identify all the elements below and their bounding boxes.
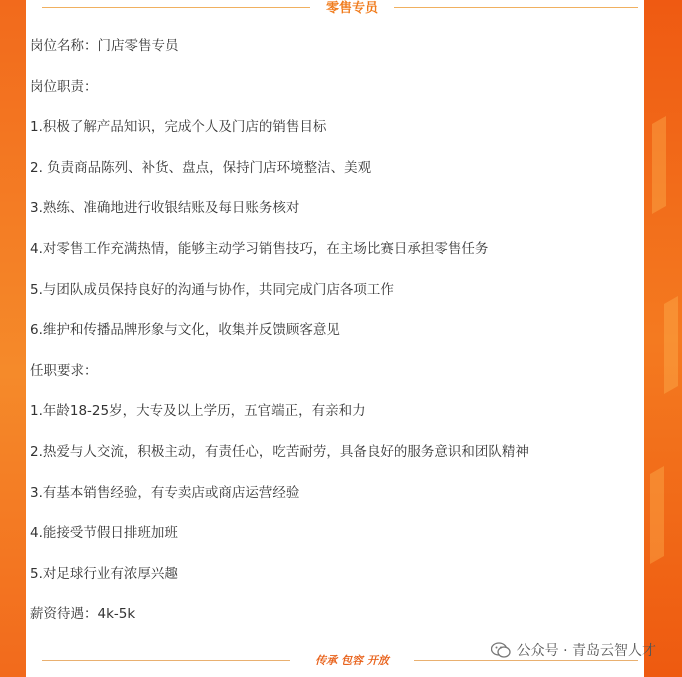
duties-heading: 岗位职责： — [30, 78, 98, 95]
header-rule-right — [394, 7, 638, 8]
watermark-text: 公众号 · 青岛云智人才 — [516, 643, 656, 659]
requirement-item: 5.对足球行业有浓厚兴趣 — [30, 565, 178, 582]
footer-logo: 传承 包容 开放 — [292, 652, 412, 668]
salary-line: 薪资待遇：4k-5k — [30, 606, 136, 623]
section-title: 零售专员 — [312, 0, 392, 16]
requirement-item: 4.能接受节假日排班加班 — [30, 525, 178, 542]
duty-item: 2. 负责商品陈列、补货、盘点，保持门店环境整洁、美观 — [30, 159, 372, 176]
requirements-heading: 任职要求： — [30, 362, 98, 379]
job-card — [26, 0, 644, 677]
section-header — [42, 0, 638, 14]
duty-item: 1.积极了解产品知识，完成个人及门店的销售目标 — [30, 119, 327, 136]
requirement-item: 1.年龄18-25岁，大专及以上学历，五官端正，有亲和力 — [30, 403, 366, 420]
requirement-item: 2.热爱与人交流，积极主动，有责任心，吃苦耐劳，具备良好的服务意识和团队精神 — [30, 443, 529, 460]
job-title-line: 岗位名称：门店零售专员 — [30, 38, 179, 54]
duty-item: 5.与团队成员保持良好的沟通与协作，共同完成门店各项工作 — [30, 281, 394, 298]
header-rule-left — [42, 7, 310, 8]
left-decor-bar — [0, 0, 26, 677]
right-decor-bar — [644, 0, 682, 677]
wechat-icon — [491, 642, 511, 658]
duty-item: 6.维护和传播品牌形象与文化，收集并反馈顾客意见 — [30, 322, 340, 339]
job-description — [30, 36, 630, 645]
footer-rule-left — [42, 660, 290, 661]
watermark — [491, 640, 656, 660]
footer-rule-right — [414, 660, 638, 661]
duty-item: 4.对零售工作充满热情，能够主动学习销售技巧，在主场比赛日承担零售任务 — [30, 240, 489, 257]
requirement-item: 3.有基本销售经验，有专卖店或商店运营经验 — [30, 484, 300, 501]
duty-item: 3.熟练、准确地进行收银结账及每日账务核对 — [30, 200, 300, 217]
